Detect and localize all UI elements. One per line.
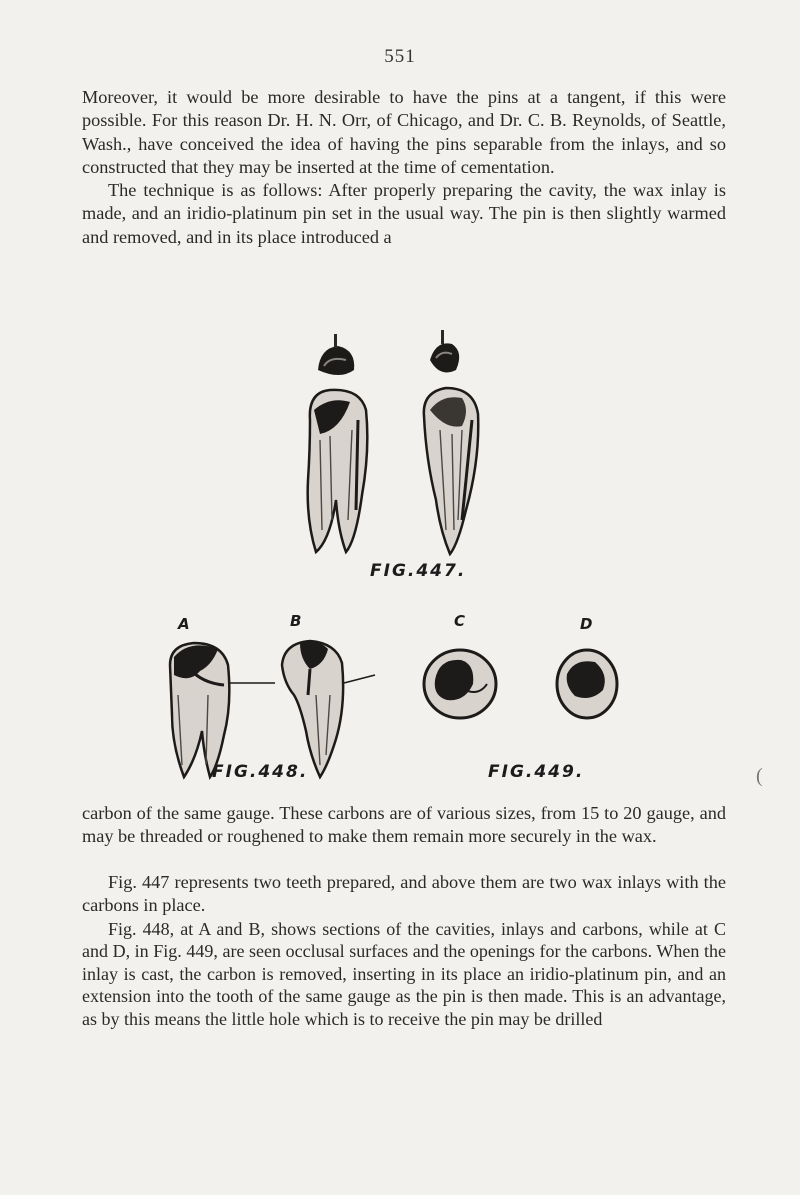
wax-inlay-1 <box>318 334 354 375</box>
paragraph-2: The technique is as follows: After properly preparing the cavity, the wax inlay is made, and an iridio-platinum pin set in the usual way. The pin is then slightly warmed and removed, and in its place introduced a <box>82 180 726 247</box>
margin-mark: ( <box>756 765 763 787</box>
occlusal-surface-c <box>424 650 496 718</box>
fig-448-caption: FIG.448. <box>212 762 309 782</box>
paragraph-3: carbon of the same gauge. These carbons are of various sizes, from 15 to 20 gauge, and may be threaded or roughened to make them remain more securely in the wax. <box>82 803 726 847</box>
figure-447-illustration <box>290 330 510 565</box>
paragraph-4: Fig. 447 represents two teeth prepared, and above them are two wax inlays with the carbons in place. <box>82 872 726 916</box>
paragraph-1: Moreover, it would be more desirable to have the pins at a tangent, if this were possible. For this reason Dr. H. N. Orr, of Chicago, and Dr. C. B. Reynolds, of Seattle, Wash., have conceived the idea of having the pins separable from the inlays, and so constructed that they may be inserted at the time of cementation. <box>82 87 726 177</box>
prepared-tooth-2 <box>424 388 478 554</box>
paragraph-5: Fig. 448, at A and B, shows sections of the cavities, inlays and carbons, while at C and D, in Fig. 449, are seen occlusal surfaces and the openings for the carbons. When the inlay is cast, the carbon is removed, inserting in its place an iridio-platinum pin, and an extension into the tooth of the same gauge as the pin is then made. This is an advantage, as by this means the little hole which is to receive the pin may be drilled <box>82 919 726 1029</box>
fig-447-caption: FIG.447. <box>370 561 467 581</box>
figure-449-illustration <box>415 640 625 730</box>
section-a <box>170 643 229 777</box>
page-number: 551 <box>384 46 416 67</box>
label-a: A <box>178 615 190 633</box>
fig-449-caption: FIG.449. <box>488 762 585 782</box>
wax-inlay-2 <box>430 330 459 372</box>
label-c: C <box>454 612 466 630</box>
label-d: D <box>580 615 593 633</box>
prepared-tooth-1 <box>308 390 368 552</box>
occlusal-surface-d <box>557 650 617 718</box>
label-b: B <box>290 612 302 630</box>
section-b <box>282 641 375 777</box>
